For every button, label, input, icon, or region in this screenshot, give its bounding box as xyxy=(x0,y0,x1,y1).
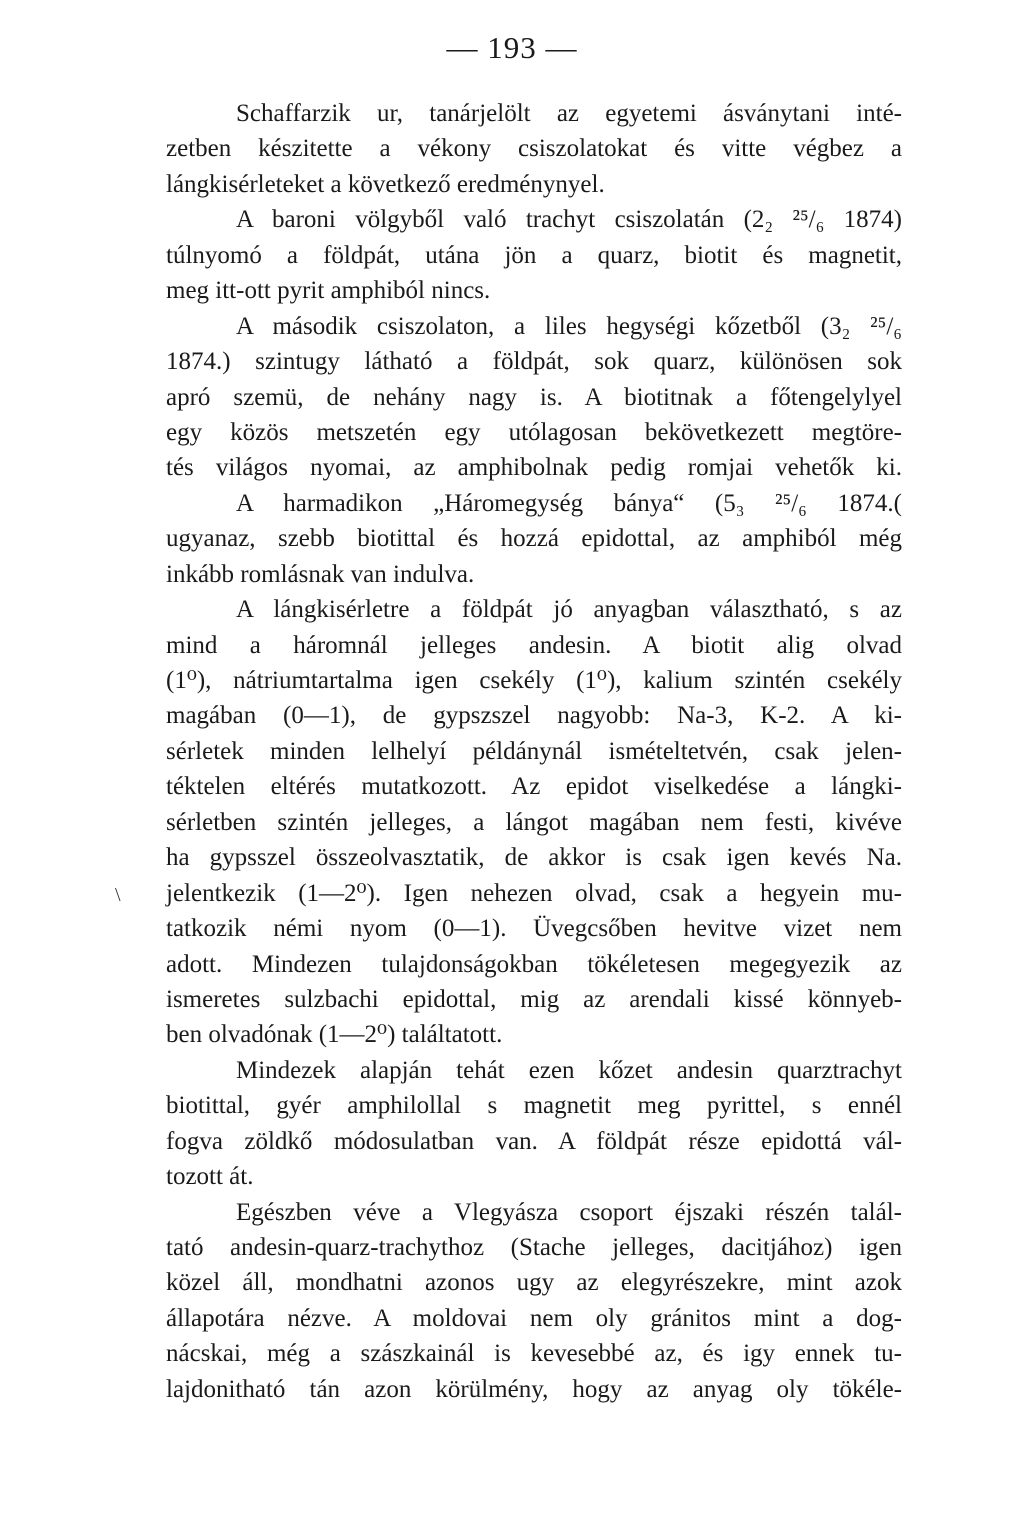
text-line: A baroni völgyből való trachyt csiszolatán (2₂ ²⁵/₆ 1874) xyxy=(236,206,902,234)
text-line: tés világos nyomai, az amphibolnak pedig romjai vehetők ki. xyxy=(166,454,902,482)
text-line: lajdonitható tán azon körülmény, hogy az anyag oly tökéle- xyxy=(166,1375,902,1403)
text-line: ben olvadónak (1—2⁰) találtatott. xyxy=(166,1021,503,1049)
text-line: közel áll, mondhatni azonos ugy az elegyrészekre, mint azok xyxy=(166,1269,902,1297)
text-line: sérletek minden lelhelyí példánynál ismételtetvén, csak jelen- xyxy=(166,737,902,765)
text-line: A harmadikon „Háromegység bánya“ (5₃ ²⁵/₆ 1874.( xyxy=(236,489,902,517)
text-line: mind a háromnál jelleges andesin. A biotit alig olvad xyxy=(166,631,902,659)
margin-mark: \ xyxy=(115,884,121,906)
text-line: fogva zöldkő módosulatban van. A földpát része epidottá vál- xyxy=(166,1127,902,1155)
text-line: túlnyomó a földpát, utána jön a quarz, biotit és magnetit, xyxy=(166,241,902,269)
text-line: egy közös metszetén egy utólagosan bekövetkezett megtöre- xyxy=(166,418,902,446)
text-line: biotittal, gyér amphilollal s magnetit meg pyrittel, s ennél xyxy=(166,1092,902,1120)
body-text xyxy=(166,96,902,1407)
text-line: tatkozik némi nyom (0—1). Üvegcsőben hevitve vizet nem xyxy=(166,915,902,943)
text-line: A lángkisérletre a földpát jó anyagban választható, s az xyxy=(236,596,902,624)
text-line: 1874.) szintugy látható a földpát, sok quarz, különösen sok xyxy=(166,348,902,376)
text-line: nácskai, még a szászkainál is kevesebbé az, és igy ennek tu- xyxy=(166,1340,902,1368)
text-line: tató andesin-quarz-trachythoz (Stache jelleges, dacitjához) igen xyxy=(166,1234,902,1261)
text-line: téktelen eltérés mutatkozott. Az epidot viselkedése a lángki- xyxy=(166,773,902,801)
text-line: inkább romlásnak van indulva. xyxy=(166,560,475,588)
text-line: ugyanaz, szebb biotittal és hozzá epidottal, az amphiból még xyxy=(166,525,902,553)
text-line: sérletben szintén jelleges, a lángot magában nem festi, kivéve xyxy=(166,808,902,836)
text-line: ha gypsszel összeolvasztatik, de akkor is csak igen kevés Na. xyxy=(166,844,902,872)
page-number: — 193 — xyxy=(446,30,578,65)
text-line: tozott át. xyxy=(166,1163,254,1191)
text-line: Schaffarzik ur, tanárjelölt az egyetemi ásványtani inté- xyxy=(236,100,902,127)
text-line: Egészben véve a Vlegyásza csoport éjszaki részén talál- xyxy=(236,1198,902,1226)
text-line: lángkisérleteket a következő eredménynyel. xyxy=(166,170,605,198)
text-line: Mindezek alapján tehát ezen kőzet andesin quarztrachyt xyxy=(236,1056,902,1084)
text-line: jelentkezik (1—2⁰). Igen nehezen olvad, csak a hegyein mu- xyxy=(166,879,902,907)
text-line: (1⁰), nátriumtartalma igen csekély (1⁰), kalium szintén csekély xyxy=(166,667,902,694)
text-line: zetben készitette a vékony csiszolatokat és vitte végbez a xyxy=(166,135,902,163)
text-line: apró szemü, de nehány nagy is. A biotitnak a főtengelylyel xyxy=(166,383,902,411)
text-line: adott. Mindezen tulajdonságokban tökéletesen megegyezik az xyxy=(166,950,902,978)
text-line: állapotára nézve. A moldovai nem oly gránitos mint a dog- xyxy=(166,1304,902,1332)
text-line: ismeretes sulzbachi epidottal, mig az arendali kissé könnyeb- xyxy=(166,985,902,1013)
text-line: A második csiszolaton, a liles hegységi kőzetből (3₂ ²⁵/₆ xyxy=(236,312,902,340)
text-line: meg itt-ott pyrit amphiból nincs. xyxy=(166,277,491,305)
text-line: magában (0—1), de gypszszel nagyobb: Na-3, K-2. A ki- xyxy=(166,702,902,730)
